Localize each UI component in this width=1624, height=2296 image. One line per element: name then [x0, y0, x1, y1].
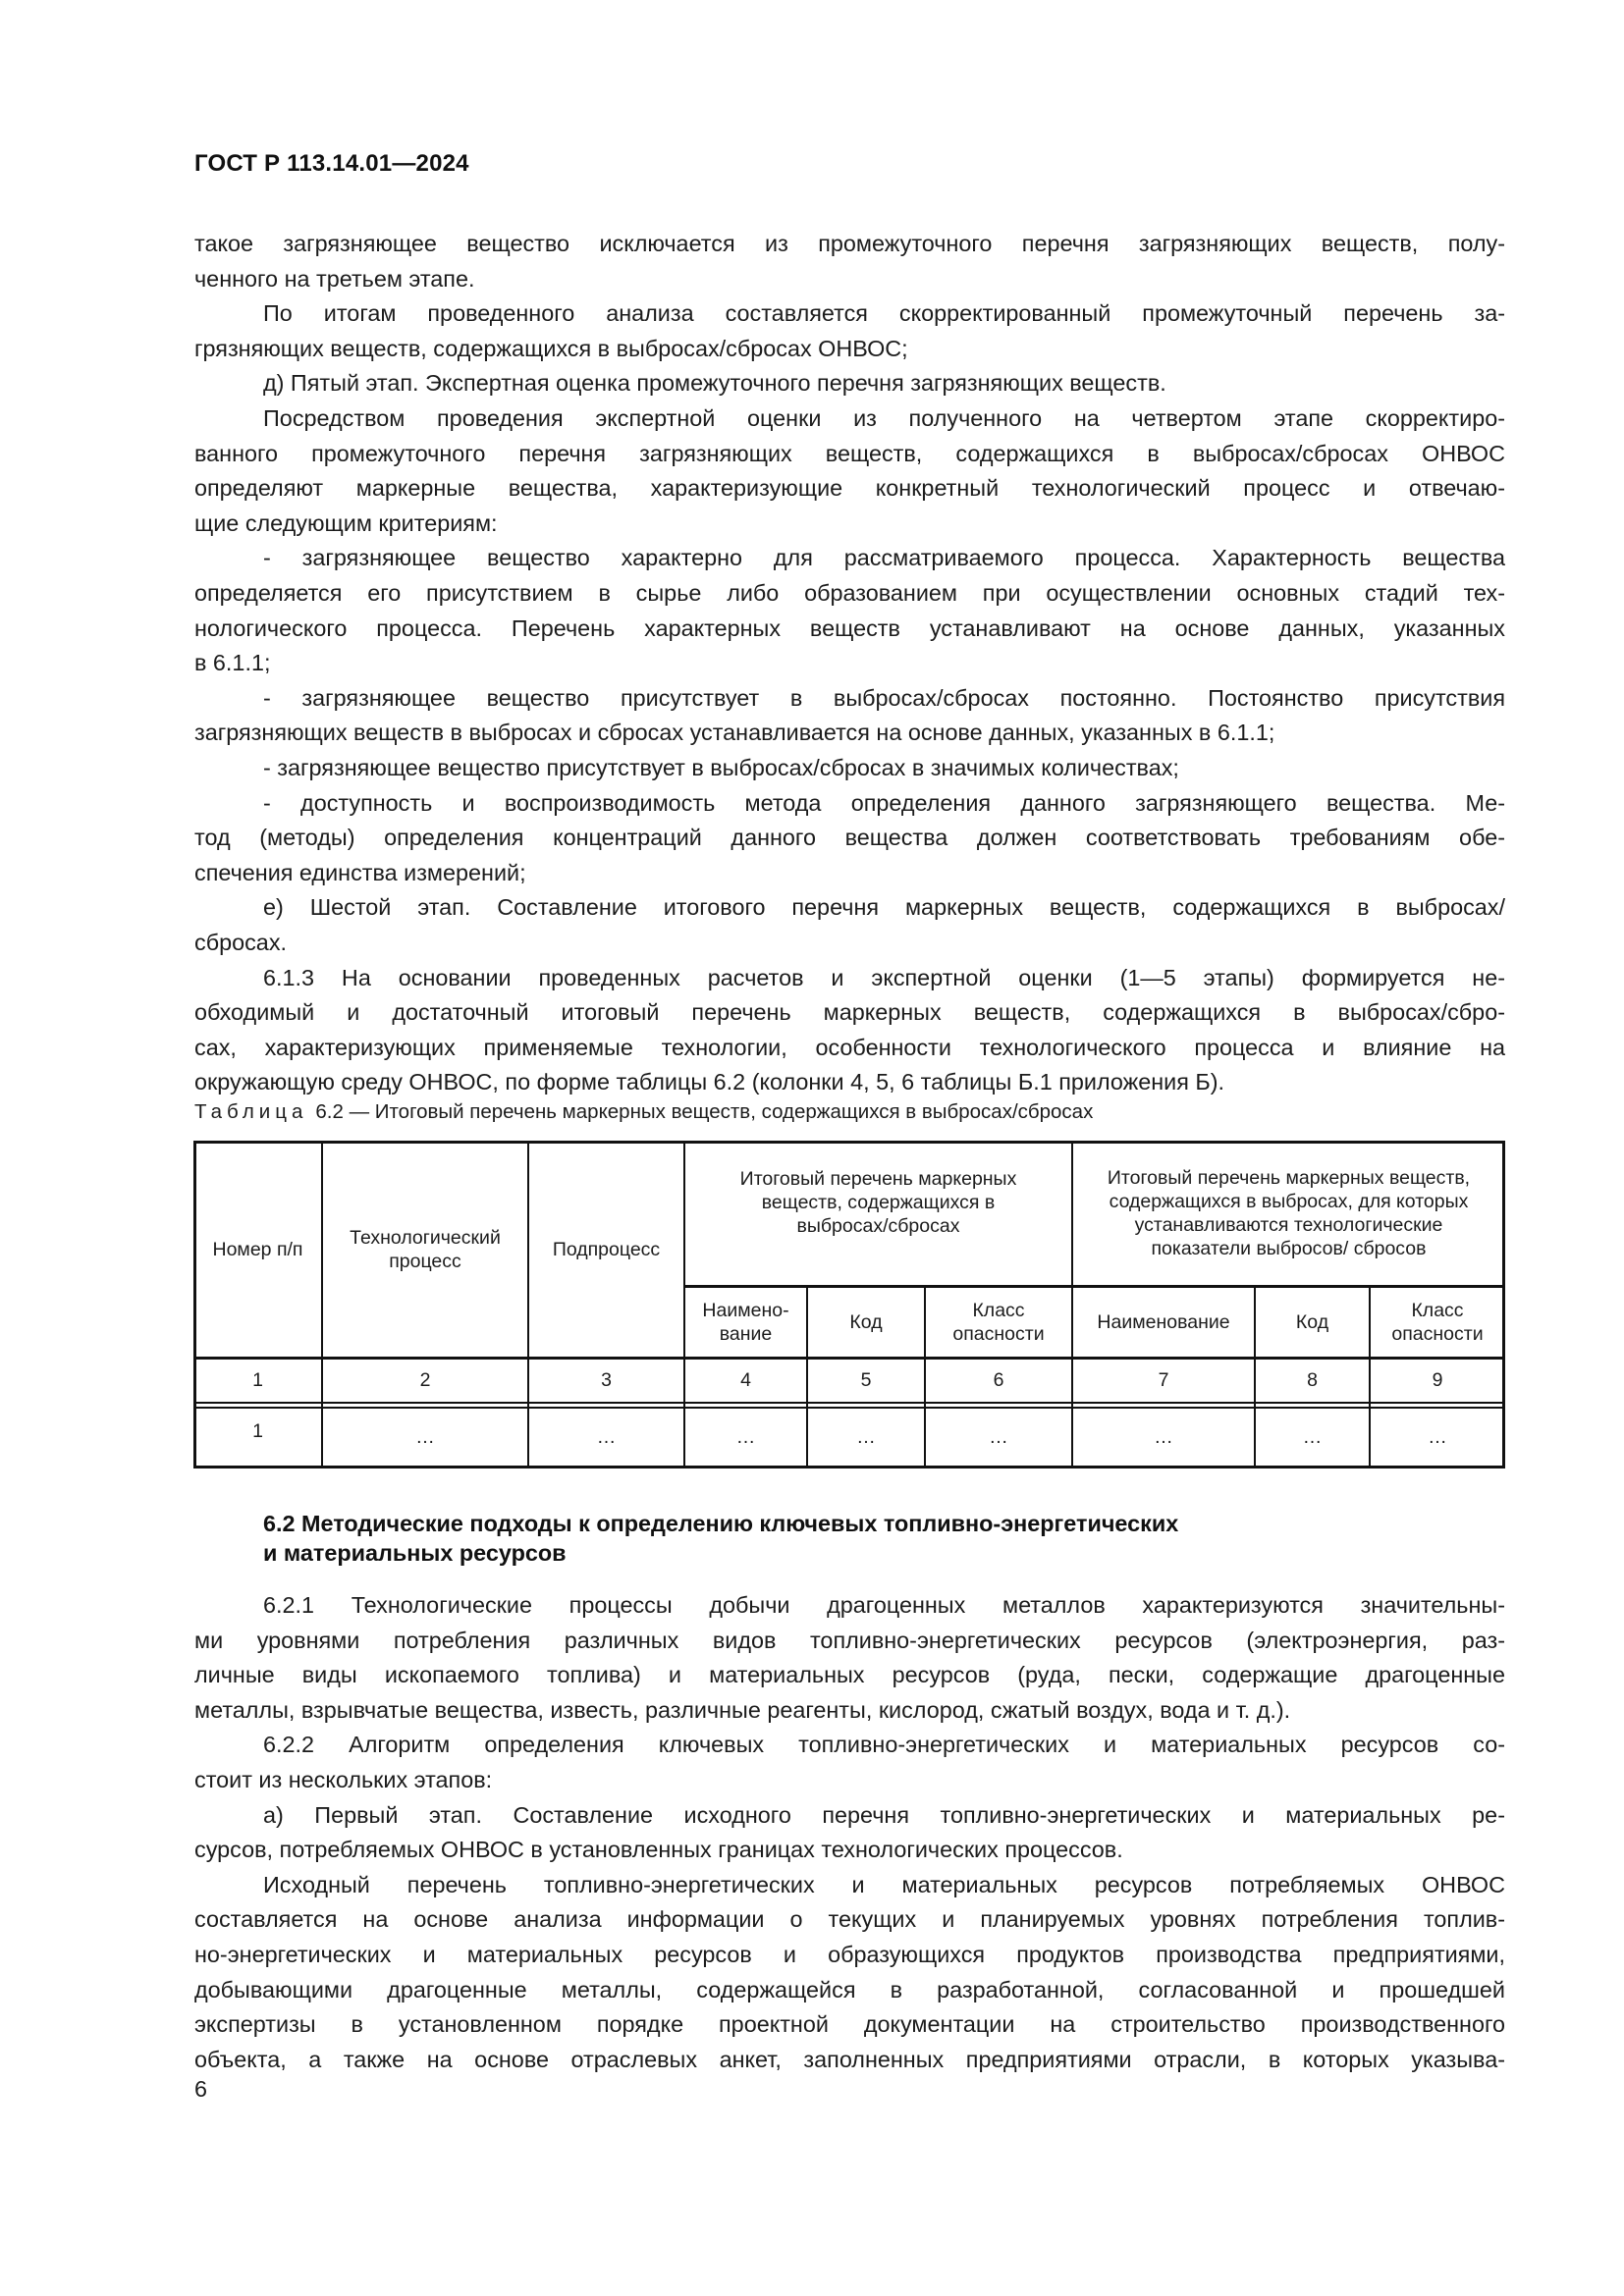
column-number-cell: 1	[252, 1369, 263, 1391]
th-g1-class: Класс опасности	[952, 1299, 1045, 1345]
text-line: - загрязняющее вещество характерно для рассматриваемого процесса. Характерность вещества	[263, 545, 1505, 571]
standard-designation: ГОСТ Р 113.14.01—2024	[194, 150, 469, 177]
table-cell: …	[1302, 1426, 1323, 1448]
table-col-rule-4	[683, 1141, 685, 1468]
text-line: обходимый и достаточный итоговый перечень маркерных веществ, содержащихся в выбросах/сбро-	[194, 999, 1505, 1026]
table-cell: 1	[252, 1420, 263, 1442]
table-rule-double-2	[193, 1407, 1505, 1409]
text-line: стоит из нескольких этапов:	[194, 1767, 493, 1792]
table-col-rule-5	[806, 1286, 808, 1468]
text-line: металлы, взрывчатые вещества, известь, различные реагенты, кислород, сжатый воздух, вода и т. д.).	[194, 1696, 1291, 1723]
text-line: объекта, а также на основе отраслевых анкет, заполненных предприятиями отрасли, в которых указыва-	[194, 2046, 1505, 2072]
text-line: ванного промежуточного перечня загрязняющих веществ, содержащихся в выбросах/сбросах ОНВОС	[194, 440, 1505, 466]
text-line: Посредством проведения экспертной оценки из полученного на четвертом этапе скорректиро-	[263, 405, 1505, 431]
text-line: грязняющих веществ, содержащихся в выбросах/сбросах ОНВОС;	[194, 335, 908, 361]
text-line: Исходный перечень топливно-энергетических и материальных ресурсов потребляемых ОНВОС	[263, 1871, 1505, 1897]
table-caption-text: 6.2 — Итоговый перечень маркерных веществ, содержащихся в выбросах/сбросах	[315, 1100, 1094, 1123]
table-cell: …	[856, 1426, 876, 1448]
table-cell: …	[596, 1426, 617, 1448]
table-caption	[194, 1099, 1093, 1125]
column-number-cell: 2	[419, 1369, 431, 1391]
text-line: нологического процесса. Перечень характерных веществ устанавливают на основе данных, указанных	[194, 614, 1505, 641]
column-number-cell: 3	[601, 1369, 612, 1391]
marker-substances-table	[193, 1141, 1505, 1468]
text-line: в 6.1.1;	[194, 650, 271, 676]
column-number-cell: 9	[1432, 1369, 1443, 1391]
table-col-rule-6	[924, 1286, 926, 1468]
th-g2-class: Класс опасности	[1391, 1299, 1484, 1345]
th-subprocess: Подпроцесс	[552, 1238, 661, 1260]
text-line: е) Шестой этап. Составление итогового перечня маркерных веществ, содержащихся в выбросах/	[263, 894, 1505, 921]
th-g2-code: Код	[1295, 1310, 1329, 1333]
table-cell: …	[735, 1426, 756, 1448]
text-line: тод (методы) определения концентраций данного вещества должен соответствовать требованиям обе-	[194, 825, 1505, 851]
text-line: окружающую среду ОНВОС, по форме таблицы 6.2 (колонки 4, 5, 6 таблицы Б.1 приложения Б).	[194, 1069, 1225, 1095]
text-line: экспертизы в установленном порядке проектной документации на строительство производственного	[194, 2011, 1505, 2038]
table-cell: …	[1154, 1426, 1173, 1448]
text-line: По итогам проведенного анализа составляется скорректированный промежуточный перечень за-	[263, 300, 1505, 327]
th-group-all-markers: Итоговый перечень маркерных веществ, содержащихся в выбросах/сбросах	[739, 1168, 1017, 1237]
text-line: загрязняющих веществ в выбросах и сбросах устанавливается на основе данных, указанных в 6.1.1;	[194, 720, 1275, 746]
table-border-top	[193, 1141, 1505, 1144]
text-line: щие следующим критериям:	[194, 509, 498, 536]
table-caption-label: Таблица	[194, 1100, 308, 1123]
table-cell: …	[1428, 1426, 1447, 1448]
th-process: Технологический процесс	[350, 1226, 501, 1272]
text-line: такое загрязняющее вещество исключается из промежуточного перечня загрязняющих веществ, полу-	[194, 231, 1505, 256]
text-line: определяется его присутствием в сырье либо образованием при осуществлении основных стадий тех-	[194, 580, 1505, 606]
text-line: сурсов, потребляемых ОНВОС в установленных границах технологических процессов.	[194, 1837, 1123, 1863]
th-number: Номер п/п	[212, 1238, 303, 1260]
text-line: сах, характеризующих применяемые технологии, особенности технологического процесса и влияние на	[194, 1034, 1505, 1060]
table-border-right	[1502, 1141, 1505, 1468]
table-cell: …	[989, 1426, 1008, 1448]
text-line: личные виды ископаемого топлива) и материальных ресурсов (руда, пески, содержащие драгоценные	[194, 1662, 1505, 1688]
text-line: добывающими драгоценные металлы, содержащейся в разработанной, согласованной и прошедшей	[194, 1976, 1505, 2002]
text-line: 6.1.3 На основании проведенных расчетов и экспертной оценки (1—5 этапы) формируется не-	[263, 964, 1505, 990]
text-line: 6.2.2 Алгоритм определения ключевых топливно-энергетических и материальных ресурсов со-	[263, 1732, 1505, 1758]
column-number-cell: 7	[1158, 1369, 1169, 1391]
text-line: - доступность и воспроизводимость метода определения данного загрязняющего вещества. Ме-	[263, 789, 1505, 816]
th-g1-name: Наимено-вание	[702, 1299, 789, 1345]
table-col-rule-2	[321, 1141, 323, 1468]
column-number-cell: 6	[993, 1369, 1004, 1391]
section-heading-6-2-line1: 6.2 Методические подходы к определению ключевых топливно-энергетических	[263, 1511, 1179, 1536]
text-line: но-энергетических и материальных ресурсов и образующихся продуктов производства предприятиями,	[194, 1942, 1505, 1967]
th-g1-code: Код	[849, 1310, 883, 1333]
section-heading-6-2-line2: и материальных ресурсов	[263, 1540, 567, 1566]
text-line: спечения единства измерений;	[194, 859, 526, 885]
table-rule-double-1	[193, 1402, 1505, 1404]
text-line: ченного на третьем этапе.	[194, 265, 475, 292]
th-g2-name: Наименование	[1097, 1310, 1230, 1333]
table-border-bottom	[193, 1466, 1505, 1468]
page-number: 6	[194, 2076, 208, 2102]
text-line: - загрязняющее вещество присутствует в выбросах/сбросах в значимых количествах;	[263, 755, 1179, 780]
text-line: сбросах.	[194, 930, 288, 955]
text-line: определяют маркерные вещества, характеризующие конкретный технологический процесс и отвечаю-	[194, 475, 1505, 502]
table-rule-header-bottom	[193, 1357, 1505, 1360]
text-line: составляется на основе анализа информации о текущих и планируемых уровнях потребления топлив-	[194, 1906, 1505, 1933]
text-line: - загрязняющее вещество присутствует в выбросах/сбросах постоянно. Постоянство присутствия	[263, 684, 1505, 711]
column-number-cell: 4	[740, 1369, 751, 1391]
table-col-rule-8	[1254, 1286, 1256, 1468]
column-number-cell: 5	[860, 1369, 872, 1391]
table-cell: …	[415, 1426, 435, 1448]
table-border-left	[193, 1141, 196, 1468]
column-number-cell: 8	[1307, 1369, 1318, 1391]
text-line: д) Пятый этап. Экспертная оценка промежуточного перечня загрязняющих веществ.	[263, 370, 1166, 397]
text-line: 6.2.1 Технологические процессы добычи драгоценных металлов характеризуются значительны-	[263, 1592, 1505, 1618]
text-line: а) Первый этап. Составление исходного перечня топливно-энергетических и материальных ре-	[263, 1801, 1505, 1828]
th-group-tech-indicators: Итоговый перечень маркерных веществ, содержащихся в выбросах, для которых устанавливаются технологические показатели выбросов/ сбросов	[1107, 1167, 1471, 1259]
table-col-rule-7	[1071, 1141, 1073, 1468]
text-line: ми уровнями потребления различных видов топливно-энергетических ресурсов (электроэнергия, раз-	[194, 1627, 1505, 1653]
table-col-rule-3	[527, 1141, 529, 1468]
table-col-rule-9	[1369, 1286, 1371, 1468]
